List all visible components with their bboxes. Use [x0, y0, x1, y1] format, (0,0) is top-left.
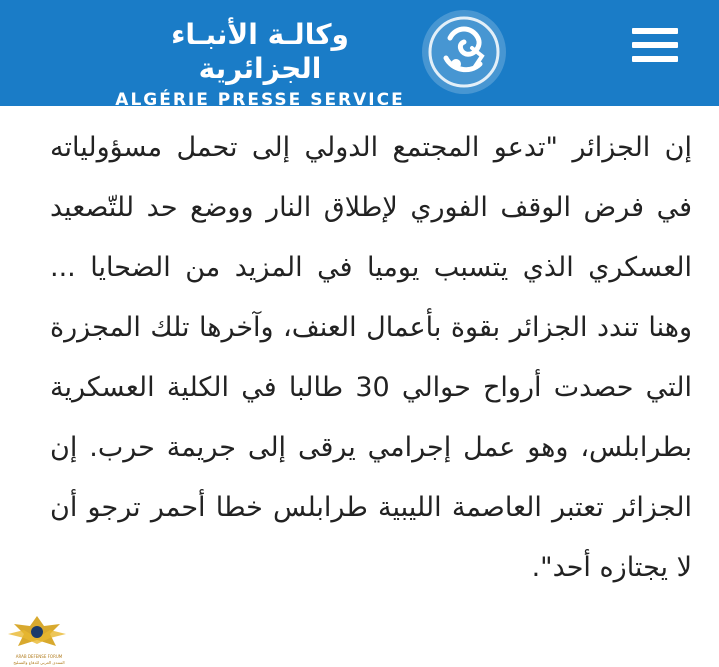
brand-latin-name: ALGÉRIE PRESSE SERVICE: [115, 90, 405, 110]
aps-logo-icon[interactable]: [420, 8, 508, 96]
article-body: إن الجزائر "تدعو المجتمع الدولي إلى تحمل مسؤولياته في فرض الوقف الفوري لإطلاق النار ووضع حد للتّصعيد العسكري الذي يتسبب يوميا في المزيد من الضحايا ... وهنا تندد الجزائر بقوة بأعمال العنف، وآخرها تلك المجزرة التي حصدت أرواح حوالي 30 طالبا في الكلية العسكرية بطرابلس، وهو عمل إجرامي يرقى إلى جريمة حرب. إن الجزائر تعتبر العاصمة الليبية طرابلس خطا أحمر ترجو أن لا يجتازه أحد".: [50, 132, 692, 583]
brand-wordmark[interactable]: [110, 18, 410, 110]
arab-defense-forum-watermark: [4, 612, 70, 664]
menu-bar: [632, 56, 678, 62]
watermark-sublabel: المنتدى العربي للدفاع والتسليح: [13, 660, 65, 665]
watermark-label: ARAB DEFENSE FORUM: [15, 654, 63, 659]
site-header: [0, 0, 719, 110]
hamburger-menu-icon[interactable]: [632, 28, 678, 68]
menu-bar: [632, 42, 678, 48]
brand-arabic-name: وكالـة الأنبـاء الجزائرية: [171, 18, 349, 85]
menu-bar: [632, 28, 678, 34]
